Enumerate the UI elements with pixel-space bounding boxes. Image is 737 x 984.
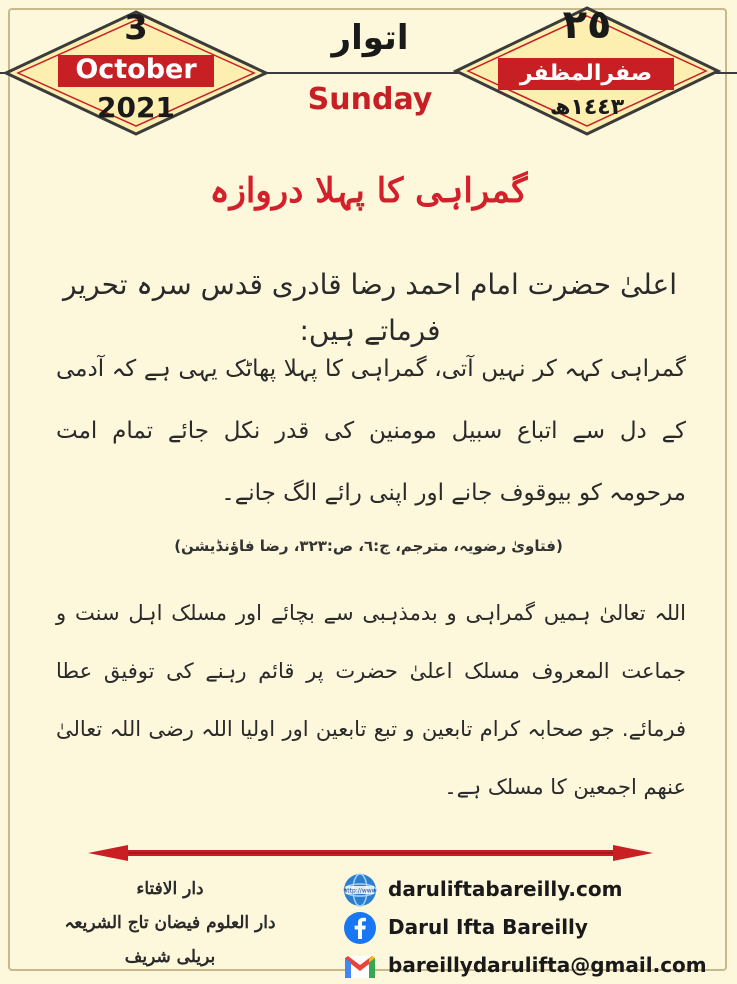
hijri-day: ٢٥ xyxy=(562,2,612,48)
facebook-link[interactable]: Darul Ifta Bareilly xyxy=(388,915,588,939)
gmail-icon xyxy=(342,948,378,984)
article-intro: اعلیٰ حضرت امام احمد رضا قادری قدس سرہ تحریر فرماتے ہیں: xyxy=(62,268,678,347)
prayer-paragraph: اللہ تعالیٰ ہمیں گمراہی و بدمذہبی سے بچائے اور مسلک اہل سنت و جماعت المعروف مسلک اعلیٰ حضرت پر قائم رہنے کی توفیق عطا فرمائے. جو صحابہ کرام تابعین و تبع تابعین اور اولیا اللہ رضی اللہ تعالیٰ عنھم اجمعین کا مسلک ہے۔ xyxy=(56,601,686,799)
hijri-month: صفرالمظفر xyxy=(498,58,674,90)
double-arrow-divider xyxy=(88,841,653,865)
gregorian-year: 2021 xyxy=(97,91,175,124)
weekday-english: Sunday xyxy=(307,82,433,117)
weekday-urdu: اتوار xyxy=(331,18,409,58)
hijri-year: ١٤٤٣ھ xyxy=(549,95,625,120)
quote-paragraph: گمراہی کہہ کر نہیں آتی، گمراہی کا پہلا پھاٹک یہی ہے کہ آدمی کے دل سے اتباع سبیل مومنین کی قدر نکل جائے تمام امت مرحومہ کو بیوقوف جانے اور اپنی رائے الگ جانے۔ xyxy=(56,356,686,506)
contact-block xyxy=(338,870,728,984)
article-title: گمراہی کا پہلا دروازہ xyxy=(209,171,528,211)
hijri-date-badge xyxy=(452,4,722,138)
contact-facebook-row[interactable] xyxy=(338,908,728,946)
facebook-icon xyxy=(342,910,378,946)
gregorian-day: 3 xyxy=(124,8,148,48)
institute-city: بریلی شریف xyxy=(124,947,216,967)
contact-website-row[interactable] xyxy=(338,870,728,908)
website-link[interactable]: daruliftabareilly.com xyxy=(388,877,623,901)
gregorian-date-badge xyxy=(2,8,270,138)
institute-block xyxy=(30,872,310,974)
globe-icon-label: http://www xyxy=(343,887,377,895)
gregorian-month: October xyxy=(58,55,214,87)
institute-name: دار الافتاء xyxy=(136,879,204,899)
quote-reference: (فتاویٰ رضویہ، مترجم، ج:٦، ص:٣٢٣، رضا فاؤنڈیشن) xyxy=(174,537,563,555)
contact-email-row[interactable] xyxy=(338,946,728,984)
globe-icon xyxy=(342,872,378,908)
institute-school: دار العلوم فیضان تاج الشریعہ xyxy=(64,913,276,933)
email-link[interactable]: bareillydarulifta@gmail.com xyxy=(388,953,707,977)
